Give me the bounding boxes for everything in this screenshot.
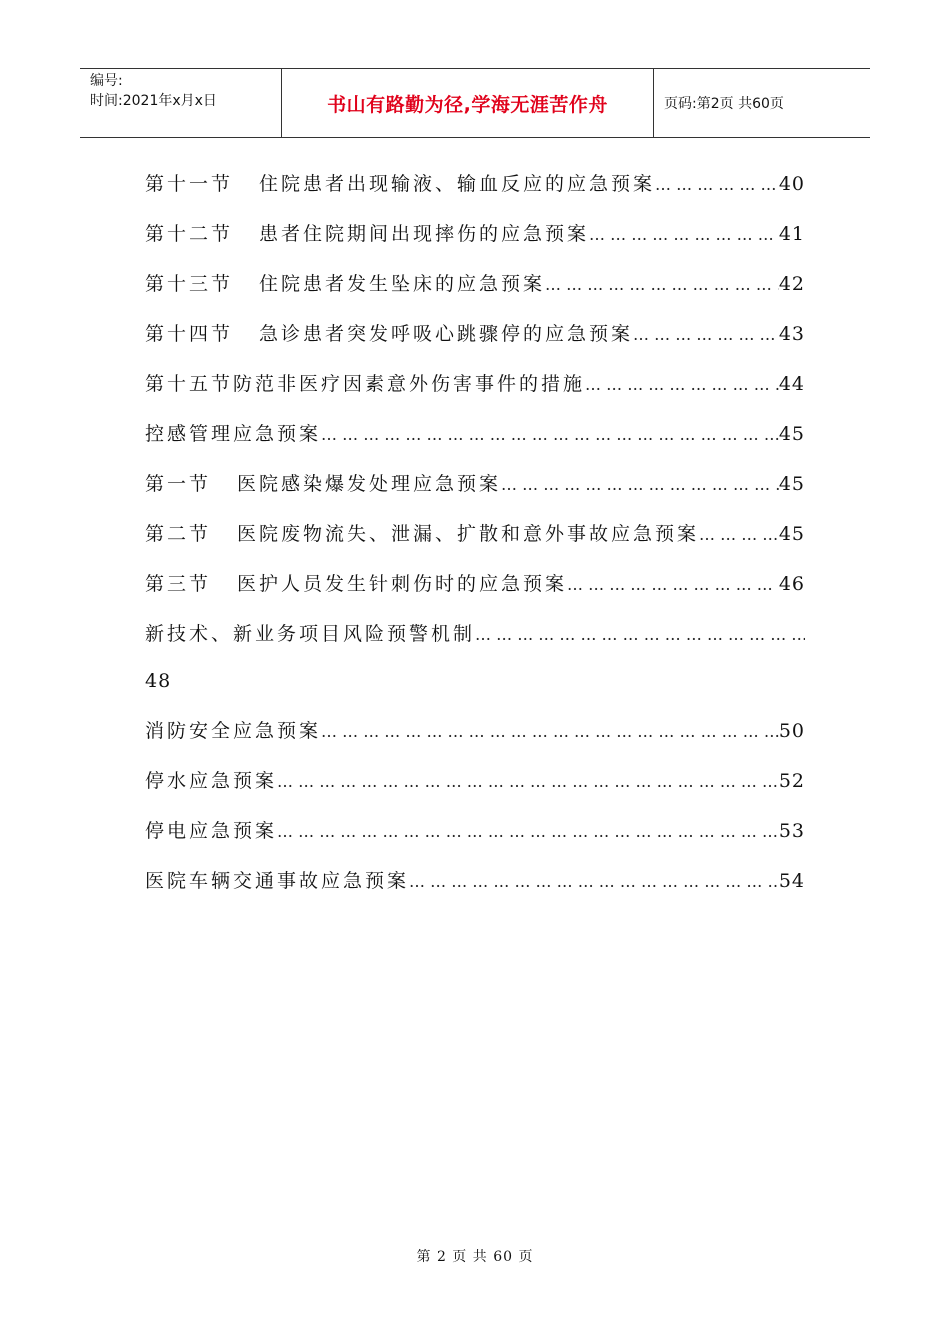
dot-leader — [475, 619, 805, 651]
toc-page-number: 41 — [778, 223, 805, 245]
table-of-contents — [145, 168, 805, 915]
toc-entry[interactable] — [145, 168, 805, 218]
page-header — [80, 68, 870, 138]
toc-entry[interactable] — [145, 568, 805, 618]
toc-section: 第十一节 — [145, 173, 234, 195]
dot-leader — [321, 716, 779, 748]
toc-section: 第十四节 — [145, 323, 234, 345]
toc-page-number: 48 — [145, 670, 172, 692]
toc-title: 控感管理应急预案 — [145, 423, 322, 445]
toc-title: 急诊患者突发呼吸心跳骤停的应急预案 — [259, 323, 634, 345]
dot-leader — [567, 569, 779, 601]
header-page-info: 页码:第2页 共60页 — [664, 96, 784, 112]
toc-entry[interactable] — [145, 268, 805, 318]
page-footer: 第 2 页 共 60 页 — [416, 1249, 534, 1265]
toc-entry[interactable] — [145, 368, 805, 418]
toc-entry[interactable] — [145, 865, 805, 915]
toc-page-number: 54 — [778, 870, 805, 892]
toc-entry[interactable] — [145, 218, 805, 268]
dot-leader — [655, 169, 779, 201]
dot-leader — [633, 319, 779, 351]
toc-page-number: 45 — [778, 423, 805, 445]
dot-leader — [277, 816, 779, 848]
toc-entry[interactable] — [145, 715, 805, 765]
dot-leader — [409, 866, 779, 898]
toc-title: 住院患者出现输液、输血反应的应急预案 — [259, 173, 656, 195]
toc-page-number: 53 — [778, 820, 805, 842]
toc-title: 停电应急预案 — [145, 820, 278, 842]
toc-section: 第一节 — [145, 473, 212, 495]
toc-page-number: 44 — [778, 373, 805, 395]
toc-entry[interactable] — [145, 468, 805, 518]
dot-leader — [699, 519, 779, 551]
date-line: 时间:2021年x月x日 — [90, 93, 217, 109]
toc-entry[interactable] — [145, 618, 805, 715]
toc-entry[interactable] — [145, 815, 805, 865]
toc-title: 患者住院期间出现摔伤的应急预案 — [259, 223, 590, 245]
toc-title: 医护人员发生针刺伤时的应急预案 — [237, 573, 568, 595]
dot-leader — [585, 369, 779, 401]
toc-page-number: 46 — [778, 573, 805, 595]
toc-section: 第十二节 — [145, 223, 234, 245]
dot-leader — [545, 269, 779, 301]
toc-entry[interactable] — [145, 518, 805, 568]
toc-title: 住院患者发生坠床的应急预案 — [259, 273, 546, 295]
toc-page-number: 40 — [778, 173, 805, 195]
code-label: 编号: — [90, 73, 123, 89]
header-meta — [80, 69, 282, 137]
dot-leader — [589, 219, 779, 251]
toc-entry[interactable] — [145, 318, 805, 368]
toc-page-number: 45 — [778, 523, 805, 545]
dot-leader — [321, 419, 779, 451]
toc-title: 停水应急预案 — [145, 770, 278, 792]
toc-page-number: 43 — [778, 323, 805, 345]
dot-leader — [277, 766, 779, 798]
toc-page-number: 42 — [778, 273, 805, 295]
toc-title: 消防安全应急预案 — [145, 720, 322, 742]
toc-title: 新技术、新业务项目风险预警机制 — [145, 623, 476, 645]
toc-section: 第三节 — [145, 573, 212, 595]
toc-entry[interactable] — [145, 418, 805, 468]
header-motto: 书山有路勤为径,学海无涯苦作舟 — [282, 69, 654, 137]
toc-title: 第十五节防范非医疗因素意外伤害事件的措施 — [145, 373, 586, 395]
toc-section: 第十三节 — [145, 273, 234, 295]
dot-leader — [501, 469, 779, 501]
toc-page-number: 52 — [778, 770, 805, 792]
toc-title: 医院感染爆发处理应急预案 — [237, 473, 502, 495]
toc-entry[interactable] — [145, 765, 805, 815]
toc-page-number: 45 — [778, 473, 805, 495]
toc-page-number: 50 — [778, 720, 805, 742]
toc-section: 第二节 — [145, 523, 212, 545]
toc-title: 医院车辆交通事故应急预案 — [145, 870, 410, 892]
toc-title: 医院废物流失、泄漏、扩散和意外事故应急预案 — [237, 523, 700, 545]
